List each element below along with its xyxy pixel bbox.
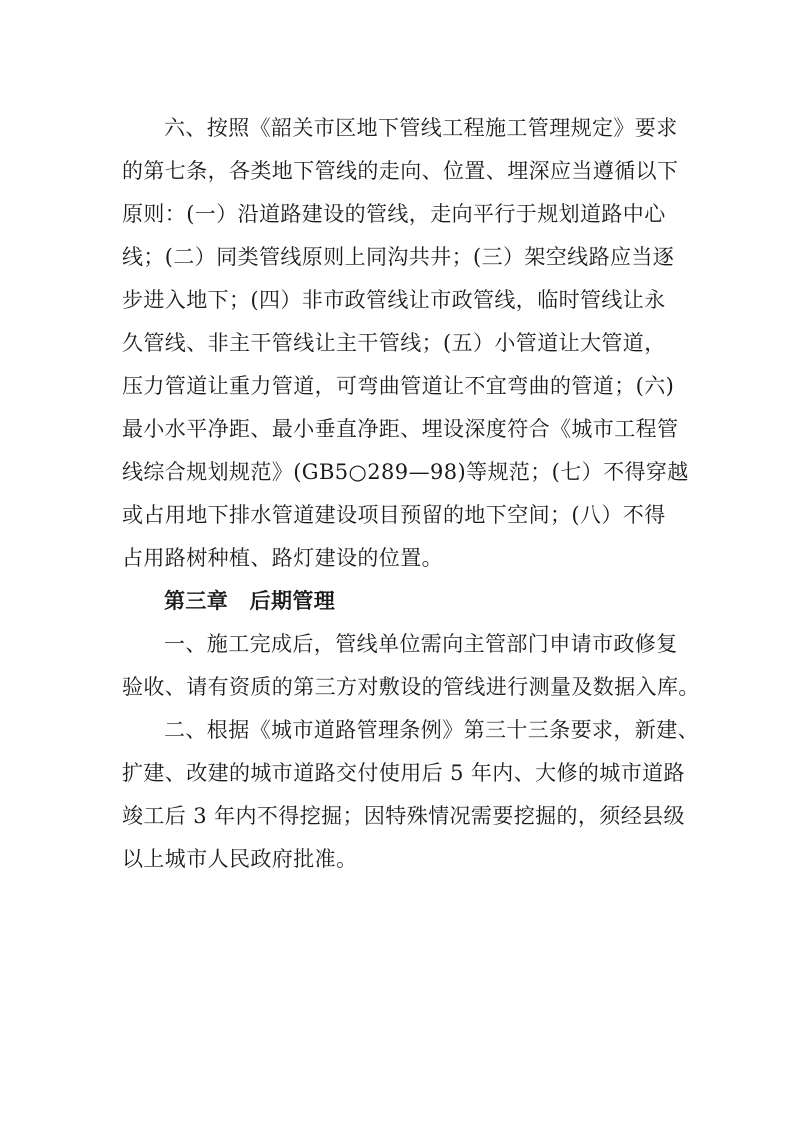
section6-line-4: 线；(二）同类管线原则上同沟共井；(三）架空线路应当逐 <box>122 245 675 269</box>
chapter3-item1-line-2: 验收、请有资质的第三方对敷设的管线进行测量及数据入库。 <box>122 675 700 699</box>
chapter3-item2-line-2: 扩建、改建的城市道路交付使用后 5 年内、大修的城市道路 <box>122 761 685 785</box>
section6-line-11: 占用路树种植、路灯建设的位置。 <box>122 546 443 570</box>
section6-line-2: 的第七条，各类地下管线的走向、位置、埋深应当遵循以下 <box>122 159 679 183</box>
section6-line-5: 步进入地下；(四）非市政管线让市政管线，临时管线让永 <box>122 288 666 312</box>
chapter3-item2-line-3: 竣工后 3 年内不得挖掘；因特殊情况需要挖掘的，须经县级 <box>122 804 685 828</box>
chapter3-item1-line-1: 一、施工完成后，管线单位需向主管部门申请市政修复 <box>164 632 678 656</box>
section6-line-3: 原则：(一）沿道路建设的管线，走向平行于规划道路中心 <box>122 202 666 226</box>
section6-line-7: 压力管道让重力管道，可弯曲管道让不宜弯曲的管道；(六) <box>122 374 675 398</box>
chapter3-heading: 第三章 后期管理 <box>164 589 336 613</box>
chapter3-item2-line-1: 二、根据《城市道路管理条例》第三十三条要求，新建、 <box>164 718 699 742</box>
section6-line-8: 最小水平净距、最小垂直净距、埋设深度符合《城市工程管 <box>122 417 679 441</box>
chapter3-item2-line-4: 以上城市人民政府批准。 <box>122 847 358 871</box>
section6-line-1: 六、按照《韶关市区地下管线工程施工管理规定》要求 <box>164 116 678 140</box>
section6-line-10: 或占用地下排水管道建设项目预留的地下空间；(八）不得 <box>122 503 666 527</box>
section6-line-6: 久管线、非主干管线让主干管线；(五）小管道让大管道， <box>122 331 666 355</box>
section6-line-9: 线综合规划规范》(GB5○289—98)等规范；(七）不得穿越 <box>122 460 689 484</box>
